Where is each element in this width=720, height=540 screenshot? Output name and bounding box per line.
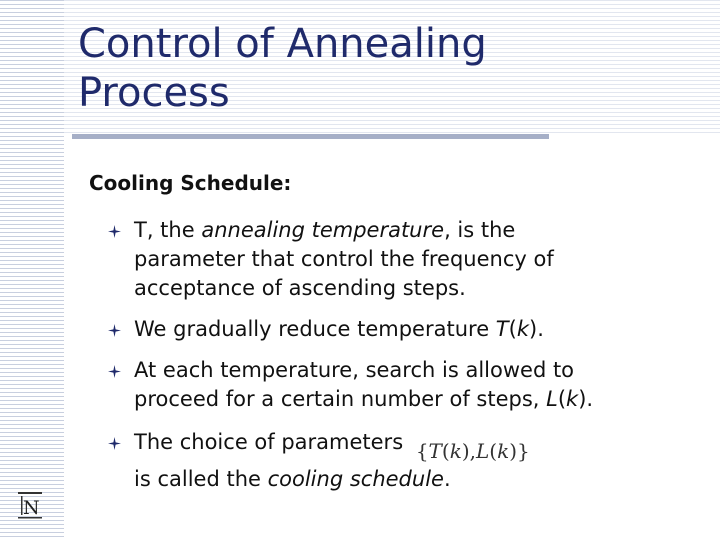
slide-title [78,20,487,118]
formula-rparen: ) [509,439,518,463]
formula-lparen: ( [489,439,498,463]
bullet-text: ). [578,387,594,411]
four-point-star-icon [108,437,121,450]
formula-t: T [428,439,442,463]
bullet-text: The choice of parameters [134,430,410,454]
parameter-formula [416,437,530,465]
bullet-emphasis: T [495,317,509,341]
bullet-item [108,315,628,344]
four-point-star-icon [108,324,121,337]
formula-comma: , [469,439,476,463]
bullet-item [108,356,628,414]
bullet-text: ( [508,317,517,341]
bullet-emphasis: annealing temperature [201,218,445,242]
section-heading: Cooling Schedule: [89,171,292,195]
bullet-list [108,216,628,494]
logo-letter: N [23,497,40,519]
bullet-emphasis: L [546,387,558,411]
formula-k: k [497,439,510,463]
bullet-item [108,428,628,494]
bullet-text: . [443,467,451,491]
formula-l: L [476,439,490,463]
title-divider [72,134,549,139]
bullet-emphasis: k [516,317,529,341]
bullet-text: ( [557,387,567,411]
bullet-text: is called the [134,467,268,491]
bullet-text: , is the parameter that control the frequency of acceptance of ascending steps. [134,218,554,300]
bullet-text: At each temperature, search is allowed to proceed for a certain number of steps, [134,358,575,411]
bullet-emphasis: cooling schedule [267,467,444,491]
bullet-emphasis: k [566,387,579,411]
formula-lparen: ( [441,439,450,463]
formula-k: k [449,439,462,463]
bullet-text: T, the [134,218,202,242]
formula-close-brace: } [517,439,530,463]
n-logo-icon [17,490,43,520]
formula-rparen: ) [461,439,470,463]
bullet-item [108,216,628,303]
title-line-1: Control of Annealing [78,21,487,67]
title-line-2: Process [78,70,230,116]
four-point-star-icon [108,365,121,378]
four-point-star-icon [108,225,121,238]
bullet-text: ). [529,317,544,341]
bullet-text: We gradually reduce temperature [134,317,496,341]
formula-open-brace: { [415,439,429,463]
